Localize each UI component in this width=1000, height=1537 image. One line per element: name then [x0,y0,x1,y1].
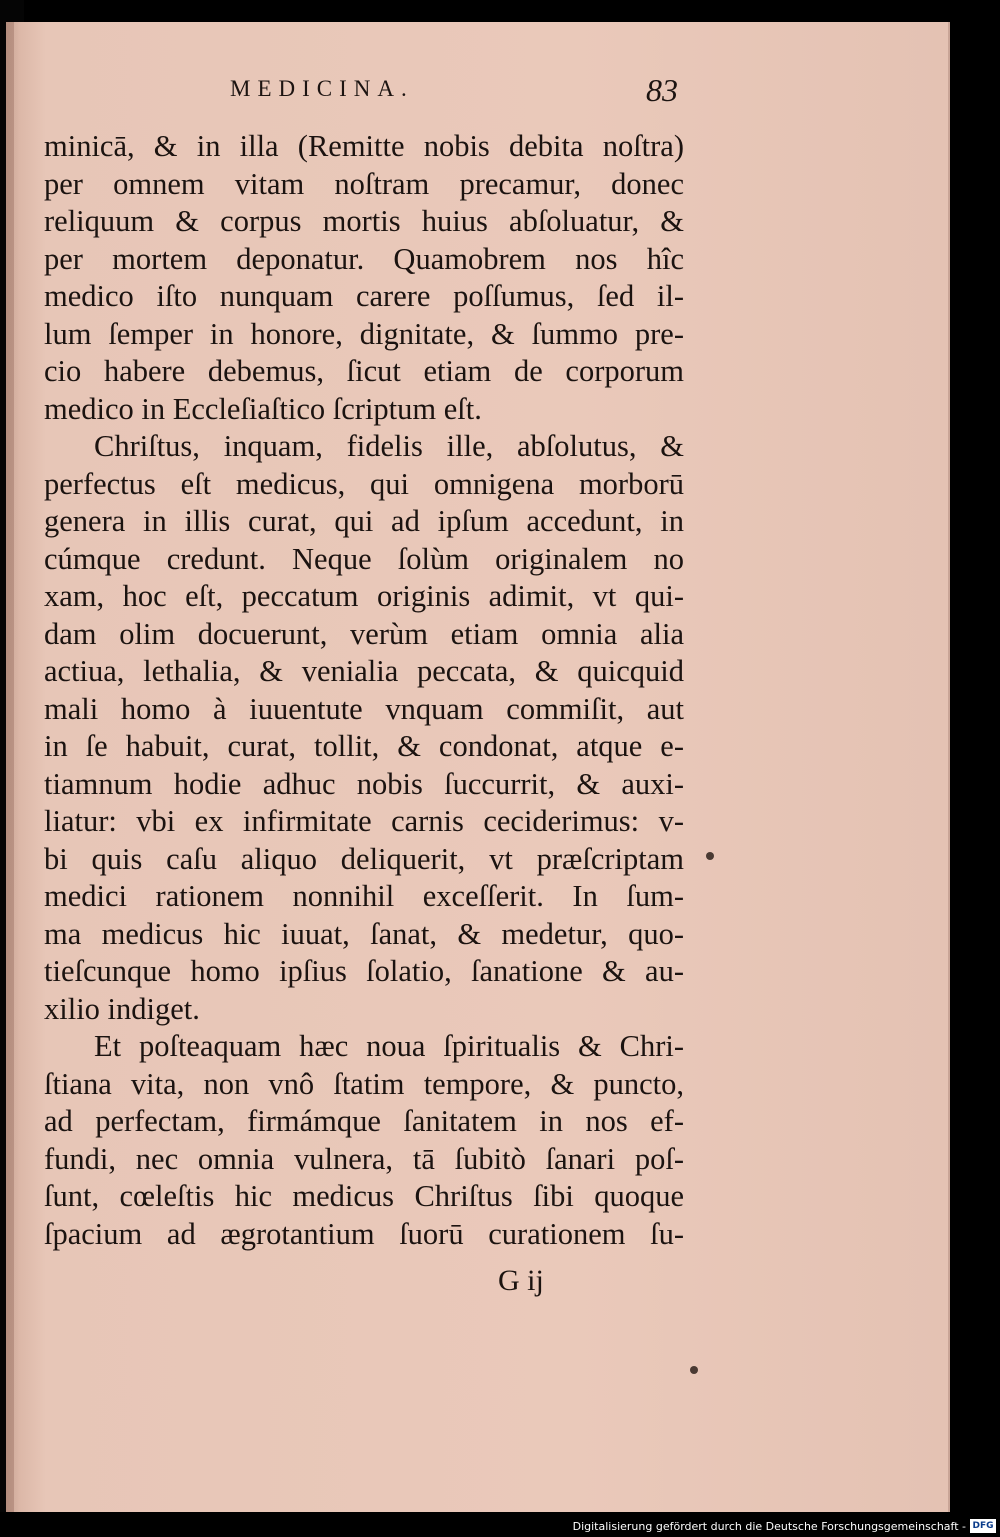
text-line: tieſcunque homo ipſius ſolatio, ſanatione & au- [44,954,684,988]
text-line: in ſe habuit, curat, tollit, & condonat, atque e- [44,729,684,763]
text-line: lum ſemper in honore, dignitate, & ſummo pre- [44,316,684,351]
digitization-credit: Digitalisierung gefördert durch die Deutsche Forschungsgemeinschaft - [572,1520,966,1533]
text-line: per mortem deponatur. Quamobrem nos hîc [44,241,684,276]
text-line: fundi, nec omnia vulnera, tā ſubitò ſanari poſ- [44,1141,684,1176]
text-line: liatur: vbi ex infirmitate carnis ceciderimus: v- [44,804,684,838]
text-line: genera in illis curat, qui ad ipſum accedunt, in [44,504,684,538]
dfg-logo: DFG [970,1519,996,1533]
text-line: ad perfectam, firmámque ſanitatem in nos ef- [44,1104,684,1138]
text-line: Et poſteaquam hæc noua ſpiritualis & Chri- [94,1029,684,1063]
page-number: 83 [646,72,678,108]
running-head: MEDICINA. [230,76,414,101]
page-edge [6,22,14,1512]
text-line: minicā, & in illa (Remitte nobis debita noſtra) [44,129,684,163]
paper-speck [690,1366,698,1374]
text-line: mali homo à iuuentute vnquam commiſit, aut [44,691,684,726]
paper-speck [706,852,714,860]
text-line: xam, hoc eſt, peccatum originis adimit, vt qui- [44,579,684,613]
text-line: per omnem vitam noſtram precamur, donec [44,166,684,201]
text-line: ſunt, cœleſtis hic medicus Chriſtus ſibi quoque [44,1179,684,1213]
text-line: bi quis caſu aliquo deliquerit, vt præſcriptam [44,841,684,876]
text-line: tiamnum hodie adhuc nobis ſuccurrit, & auxi- [44,766,684,801]
body-text [44,128,684,1253]
text-line: medici rationem nonnihil exceſſerit. In ſum- [44,879,684,913]
text-line: cio habere debemus, ſicut etiam de corporum [44,354,684,388]
text-line: medico in Eccleſiaſtico ſcriptum eſt. [44,391,482,426]
text-line: Chriſtus, inquam, fidelis ille, abſolutus, & [94,429,684,463]
text-line: cúmque credunt. Neque ſolùm originalem no [44,541,684,576]
text-line: reliquum & corpus mortis huius abſoluatur, & [44,204,684,238]
signature-mark: G ij [498,1264,544,1297]
text-line: actiua, lethalia, & venialia peccata, & quicquid [44,654,684,688]
text-line: ma medicus hic iuuat, ſanat, & medetur, quo- [44,916,684,951]
text-line: xilio indiget. [44,991,200,1026]
text-line: perfectus eſt medicus, qui omnigena morborū [44,466,684,501]
text-line: medico iſto nunquam carere poſſumus, ſed il- [44,279,684,313]
text-line: ſpacium ad ægrotantium ſuorū curationem ſu- [44,1216,684,1251]
text-line: ſtiana vita, non vnô ſtatim tempore, & puncto, [44,1066,684,1101]
text-line: dam olim docuerunt, verùm etiam omnia alia [44,616,684,651]
